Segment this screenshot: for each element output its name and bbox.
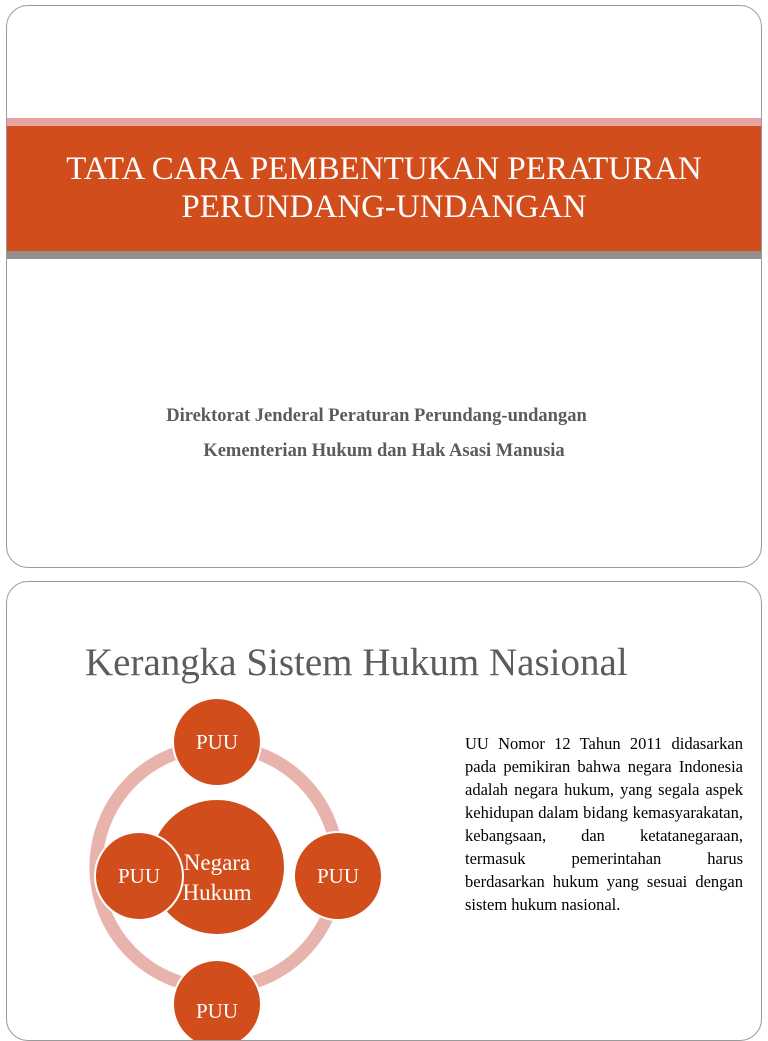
node-top-label: PUU — [195, 730, 239, 754]
subtitle-ministry: Kementerian Hukum dan Hak Asasi Manusia — [203, 441, 565, 461]
title-band-bottom-stripe — [7, 251, 761, 259]
node-top — [173, 698, 261, 786]
explanation-paragraph: UU Nomor 12 Tahun 2011 didasarkan pada pemikiran bahwa negara Indonesia adalah negara hukum, yang segala aspek kehidupan dalam bidang kemasyarakatan, kebangsaan, dan ketatanegaraan, termasuk pemerintahan harus berdasarkan hukum yang sesuai dengan sistem hukum nasional. — [465, 734, 743, 914]
node-right — [294, 832, 382, 920]
node-bottom — [173, 960, 261, 1041]
node-right-label: PUU — [316, 864, 360, 888]
center-node-label-line2: Hukum — [182, 880, 252, 905]
legal-system-diagram — [77, 687, 457, 1041]
node-bottom-label: PUU — [195, 999, 239, 1023]
title-slide — [6, 5, 762, 568]
node-left — [95, 832, 183, 920]
center-node-label-line1: Negara — [183, 850, 251, 875]
slide-title: Kerangka Sistem Hukum Nasional — [85, 641, 628, 684]
node-left-label: PUU — [117, 864, 161, 888]
presentation-title-line1: TATA CARA PEMBENTUKAN PERATURAN — [66, 151, 702, 187]
subtitle-directorate: Direktorat Jenderal Peraturan Perundang-undangan — [166, 406, 587, 426]
content-slide — [6, 581, 762, 1041]
title-band-top-stripe — [7, 118, 761, 126]
presentation-title — [27, 150, 741, 226]
presentation-title-line2: PERUNDANG-UNDANGAN — [181, 189, 587, 225]
